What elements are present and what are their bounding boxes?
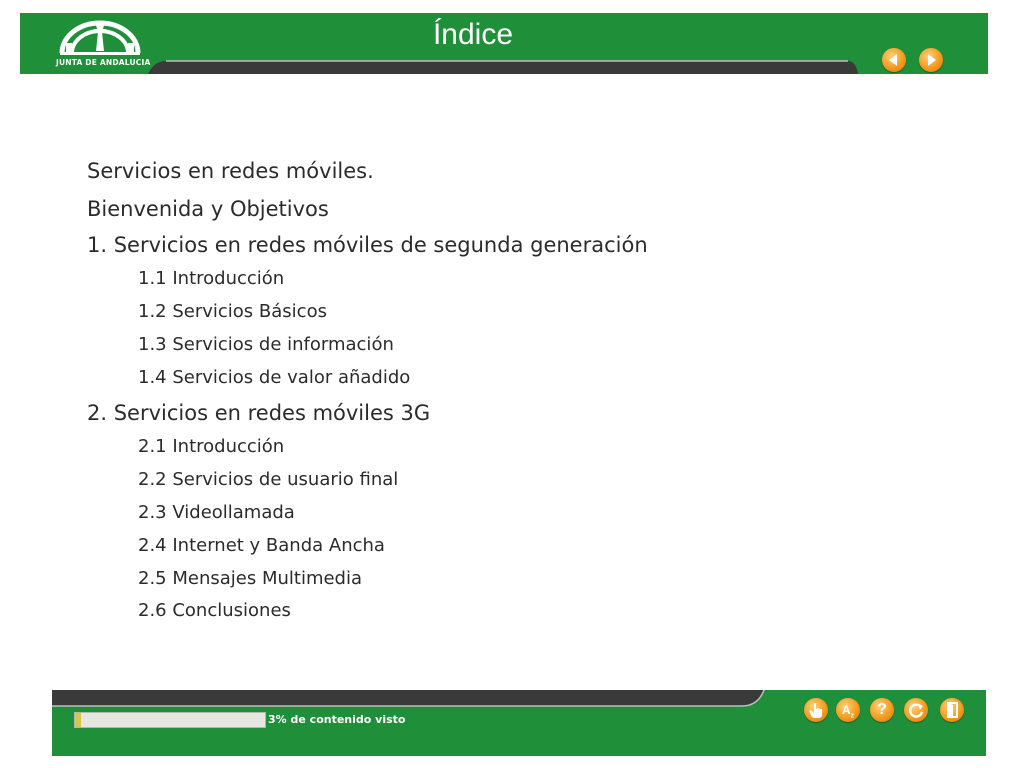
toc-item-2-1[interactable]: 2.1 Introducción <box>138 436 285 457</box>
help-button[interactable] <box>870 698 894 722</box>
toc-item-section-1[interactable]: 1. Servicios en redes móviles de segunda generación <box>87 233 648 257</box>
toc-item-1-1[interactable]: 1.1 Introducción <box>138 268 285 289</box>
header-bar <box>20 13 988 74</box>
arrow-right-icon <box>919 48 943 72</box>
arrow-left-icon <box>882 48 906 72</box>
refresh-icon <box>904 698 928 722</box>
help-icon: ? <box>877 701 887 718</box>
hand-pointer-icon <box>804 698 828 722</box>
glossary-az-icon: $A_z$ <box>841 703 855 720</box>
refresh-button[interactable] <box>904 698 928 722</box>
previous-page-button[interactable] <box>882 48 906 72</box>
glossary-button[interactable] <box>836 698 860 722</box>
toc-item-1-2[interactable]: 1.2 Servicios Básicos <box>138 301 327 322</box>
toc-item-2-2[interactable]: 2.2 Servicios de usuario final <box>138 469 399 490</box>
progress-label: 3% de contenido visto <box>268 713 406 726</box>
progress-fill <box>75 713 81 727</box>
interaction-button[interactable] <box>804 698 828 722</box>
toc-item-2-5[interactable]: 2.5 Mensajes Multimedia <box>138 568 363 589</box>
toc-item-2-4[interactable]: 2.4 Internet y Banda Ancha <box>138 535 385 556</box>
logo-text: JUNTA DE ANDALUCIA <box>56 58 151 67</box>
exit-button[interactable] <box>940 698 964 722</box>
toc-item-2-3[interactable]: 2.3 Videollamada <box>138 502 295 523</box>
page-title-text: Índice <box>432 18 514 51</box>
toc-item-section-2[interactable]: 2. Servicios en redes móviles 3G <box>87 401 431 425</box>
toc-item-2-6[interactable]: 2.6 Conclusiones <box>138 600 291 621</box>
page-title <box>20 17 988 53</box>
footer-bar <box>52 690 986 756</box>
toc-item-welcome[interactable]: Bienvenida y Objetivos <box>87 197 329 221</box>
toc-item-1-4[interactable]: 1.4 Servicios de valor añadido <box>138 367 411 388</box>
header-decorative-bar <box>148 59 860 74</box>
next-page-button[interactable] <box>919 48 943 72</box>
exit-door-icon <box>940 698 964 722</box>
progress-bar <box>74 712 266 728</box>
toc-item-1-3[interactable]: 1.3 Servicios de información <box>138 334 394 355</box>
toc-item-course-title[interactable]: Servicios en redes móviles. <box>87 159 374 183</box>
